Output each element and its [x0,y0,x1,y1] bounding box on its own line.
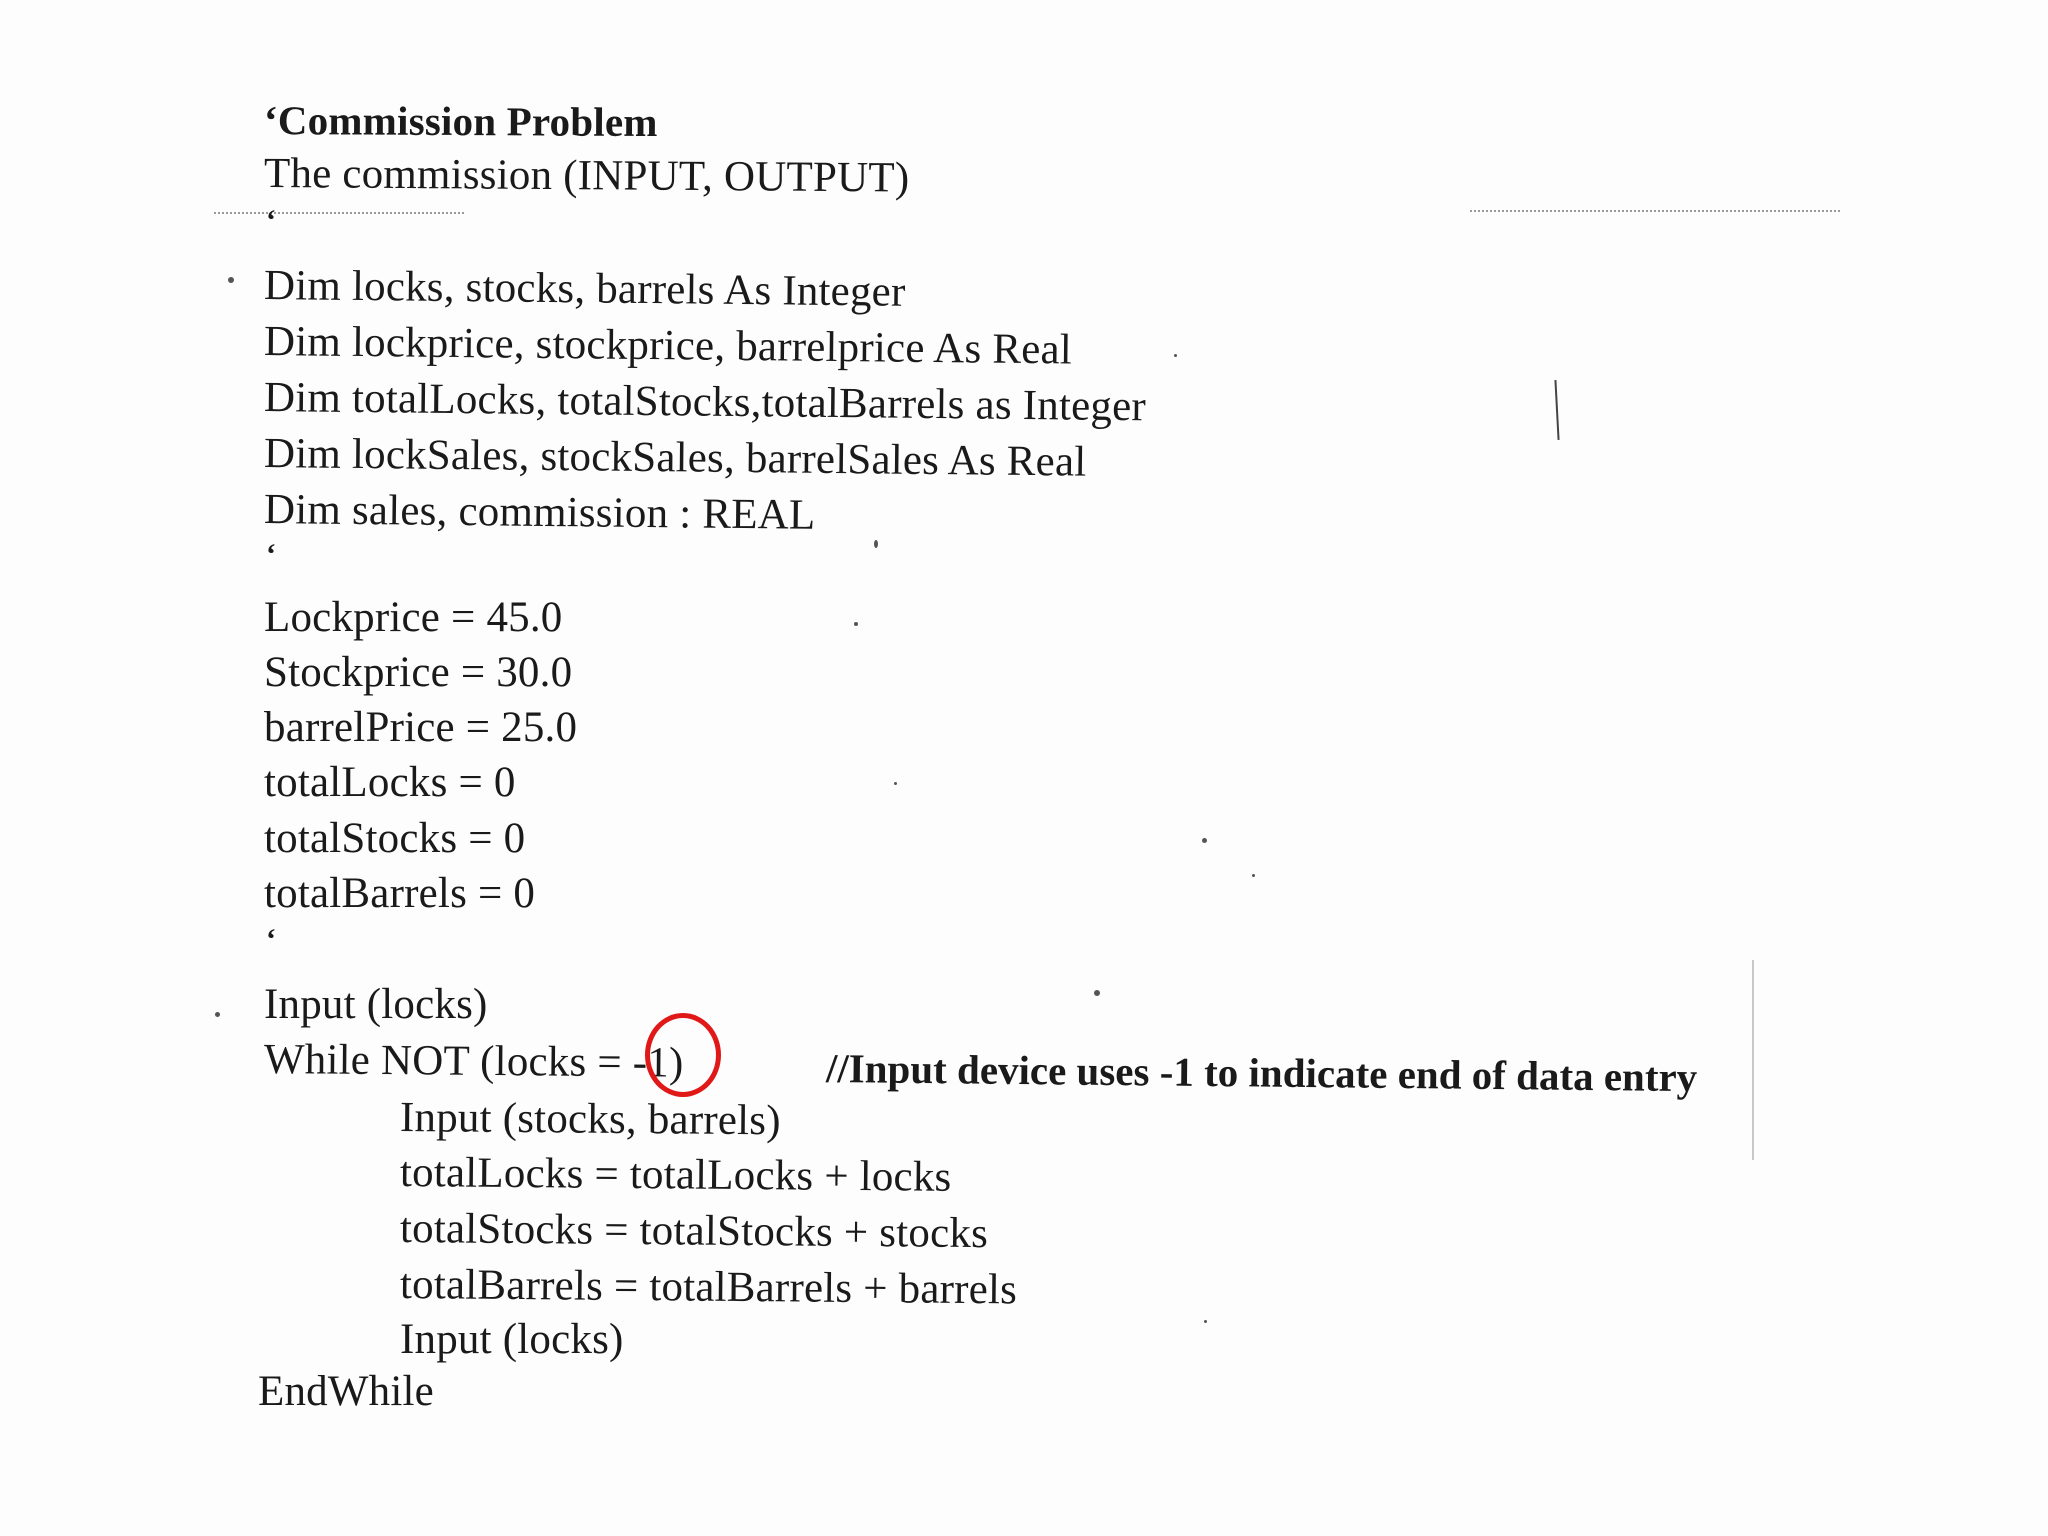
assignment-line: totalStocks = 0 [264,815,526,862]
scan-speck [1202,838,1207,843]
inline-comment: //Input device uses -1 to indicate end of data entry [825,1045,1698,1101]
scan-mark [1752,960,1754,1160]
declaration-line: Dim sales, commission : REAL [263,486,816,539]
end-while-line: EndWhile [258,1368,434,1415]
scan-speck [874,540,878,548]
assignment-line: Stockprice = 30.0 [264,649,573,696]
separator-right [1470,210,1840,212]
comment-tick-1: ‘ [266,204,276,237]
loop-body-line: Input (stocks, barrels) [399,1094,781,1145]
comment-tick-2: ‘ [266,538,276,571]
scan-speck [1252,874,1255,877]
assignment-line: totalLocks = 0 [264,759,516,806]
scan-speck [1094,990,1100,996]
loop-body-line: totalLocks = totalLocks + locks [399,1149,952,1201]
declaration-line: Dim lockSales, stockSales, barrelSales As Real [263,430,1087,486]
loop-body-line: Input (locks) [400,1316,624,1363]
while-line: While NOT (locks = -1) [263,1036,684,1087]
scan-speck [854,622,858,626]
document-subtitle: The commission (INPUT, OUTPUT) [263,150,910,202]
scan-speck [215,1012,220,1017]
scan-speck [1204,1320,1207,1323]
declaration-line: Dim locks, stocks, barrels As Integer [263,262,906,316]
scan-speck [1174,354,1177,357]
comment-tick-3: ‘ [266,923,276,956]
assignment-line: Lockprice = 45.0 [264,594,563,641]
red-circle-annotation [645,1013,721,1097]
loop-body-line: totalBarrels = totalBarrels + barrels [399,1261,1018,1314]
scan-speck [228,277,234,283]
declaration-line: Dim lockprice, stockprice, barrelprice As Real [263,318,1073,374]
assignment-line: totalBarrels = 0 [264,870,536,917]
separator-left [214,212,464,214]
document-title: ‘Commission Problem [263,97,658,146]
scan-mark [1554,380,1559,440]
scan-speck [894,782,897,785]
declaration-line: Dim totalLocks, totalStocks,totalBarrels as Integer [263,374,1147,431]
loop-body-line: totalStocks = totalStocks + stocks [399,1205,989,1258]
assignment-line: barrelPrice = 25.0 [264,704,578,751]
input-line: Input (locks) [264,981,488,1028]
